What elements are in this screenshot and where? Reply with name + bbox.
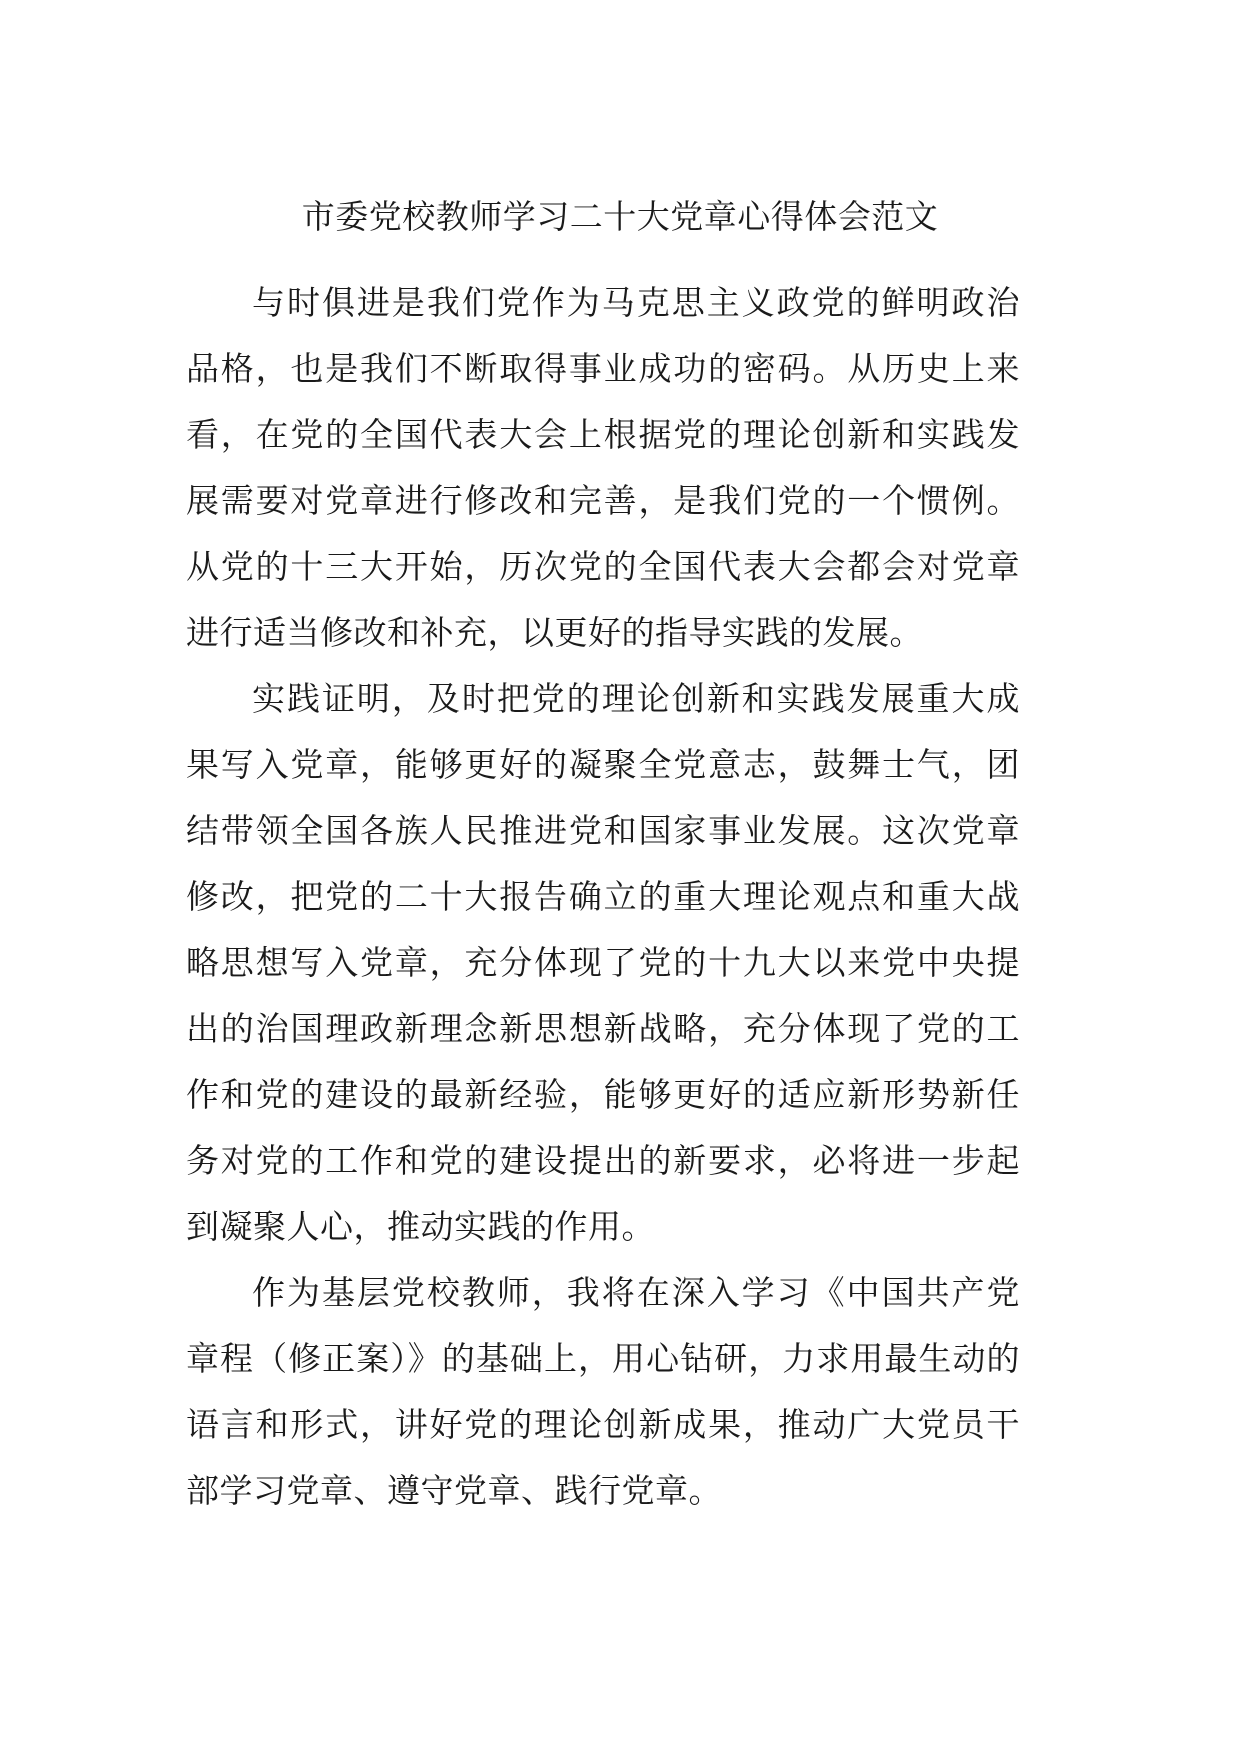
document-body bbox=[186, 270, 1020, 1524]
paragraph-1: 与时俱进是我们党作为马克思主义政党的鲜明政治品格，也是我们不断取得事业成功的密码。从历史上来看，在党的全国代表大会上根据党的理论创新和实践发展需要对党章进行修改和完善，是我们党的一个惯例。从党的十三大开始，历次党的全国代表大会都会对党章进行适当修改和补充，以更好的指导实践的发展。 bbox=[186, 283, 1020, 652]
document-title: 市委党校教师学习二十大党章心得体会范文 bbox=[301, 197, 939, 236]
paragraph-2: 实践证明，及时把党的理论创新和实践发展重大成果写入党章，能够更好的凝聚全党意志，鼓舞士气，团结带领全国各族人民推进党和国家事业发展。这次党章修改，把党的二十大报告确立的重大理论观点和重大战略思想写入党章，充分体现了党的十九大以来党中央提出的治国理政新理念新思想新战略，充分体现了党的工作和党的建设的最新经验，能够更好的适应新形势新任务对党的工作和党的建设提出的新要求，必将进一步起到凝聚人心，推动实践的作用。 bbox=[186, 679, 1020, 1246]
paragraph-3: 作为基层党校教师，我将在深入学习《中国共产党章程（修正案）》的基础上，用心钻研，力求用最生动的语言和形式，讲好党的理论创新成果，推动广大党员干部学习党章、遵守党章、践行党章。 bbox=[186, 1273, 1020, 1510]
